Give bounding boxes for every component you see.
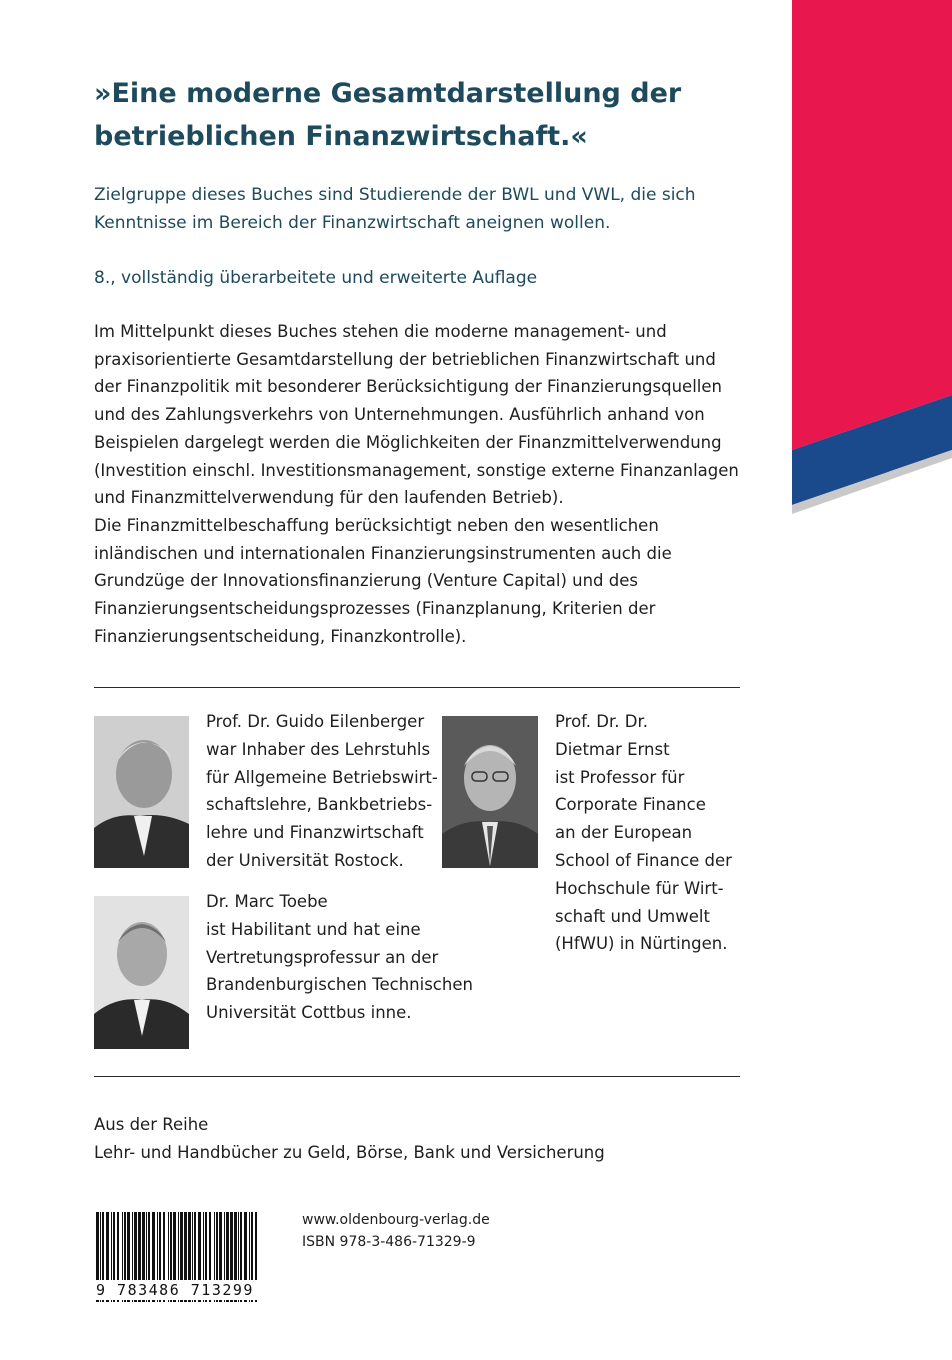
series-label: Aus der Reihe <box>94 1115 209 1134</box>
author-bio-line: an der European <box>555 823 693 843</box>
author-bio-line: Vertretungsprofessur an der <box>206 947 439 967</box>
publisher-info <box>302 1209 490 1253</box>
author-photo-eilenberger <box>94 716 189 868</box>
edition-note: 8., vollständig überarbeitete und erweiterte Auflage <box>94 268 538 288</box>
author-bio-line: Prof. Dr. Dr. <box>555 712 648 731</box>
description <box>94 318 744 650</box>
barcode-number: 9 783486 713299 <box>94 1280 264 1300</box>
headline: »Eine moderne Gesamtdarstellung der betrieblichen Finanzwirtschaft.« <box>94 78 682 152</box>
author-bio-line: Brandenburgischen Technischen <box>206 975 473 995</box>
author-photo-toebe <box>94 896 189 1049</box>
author-bio-toebe <box>206 888 473 1027</box>
author-bio-eilenberger <box>206 708 438 875</box>
author-bio-line: der Universität Rostock. <box>206 850 404 870</box>
divider <box>94 1076 740 1077</box>
author-bio-line: (HfWU) in Nürtingen. <box>555 934 728 954</box>
author-bio-line: ist Habilitant und hat eine <box>206 919 421 939</box>
target-audience: Zielgruppe dieses Buches sind Studierende der BWL und VWL, die sich Kenntnisse im Bereich der Finanzwirtschaft aneignen wollen. <box>94 185 696 233</box>
author-bio-line: Dr. Marc Toebe <box>206 892 328 911</box>
author-bio-line: Dietmar Ernst <box>555 739 670 759</box>
publisher-website[interactable]: www.oldenbourg-verlag.de <box>302 1212 490 1228</box>
series-info <box>94 1111 734 1167</box>
author-bio-line: schaftslehre, Bankbetriebs- <box>206 795 433 815</box>
author-photo-ernst <box>442 716 538 868</box>
author-bio-line: ist Professor für <box>555 767 685 787</box>
author-bio-line: für Allgemeine Betriebswirt- <box>206 767 438 787</box>
series-title: Lehr- und Handbücher zu Geld, Börse, Bank und Versicherung <box>94 1143 605 1162</box>
author-bio-line: war Inhaber des Lehrstuhls <box>206 739 431 759</box>
description-paragraph: Im Mittelpunkt dieses Buches stehen die moderne management- und praxisorientierte Gesamtdarstellung der betrieblichen Finanzwirtschaft und der Finanzpolitik mit besonderer Berücksichtigung der Finanzierungsquellen und des Zahlungsverkehrs von Unternehmungen. Ausführlich anhand von Beispielen dargelegt werden die Möglichkeiten der Finanzmittelverwendung (Investition einschl. Investitionsmanagement, sonstige externe Finanzanlagen und Finanzmittelverwendung für den laufenden Betrieb). <box>94 322 739 508</box>
divider <box>94 687 740 688</box>
author-bio-line: Corporate Finance <box>555 795 706 815</box>
author-bio-line: schaft und Umwelt <box>555 906 710 926</box>
author-bio-line: Universität Cottbus inne. <box>206 1003 412 1023</box>
author-bio-ernst <box>555 708 732 958</box>
isbn: ISBN 978-3-486-71329-9 <box>302 1234 476 1250</box>
author-bio-line: Prof. Dr. Guido Eilenberger <box>206 712 425 731</box>
author-bio-line: School of Finance der <box>555 850 732 870</box>
author-bio-line: Hochschule für Wirt- <box>555 878 724 898</box>
description-paragraph: Die Finanzmittelbeschaffung berücksichtigt neben den wesentlichen inländischen und internationalen Finanzierungsinstrumenten auch die Grundzüge der Innovationsfinanzierung (Venture Capital) und des Finanzierungsentscheidungsprozesses (Finanzplanung, Kriterien der Finanzierungsentscheidung, Finanzkontrolle). <box>94 515 672 646</box>
author-bio-line: lehre und Finanzwirtschaft <box>206 823 424 843</box>
corner-stripe-decoration <box>792 0 952 520</box>
